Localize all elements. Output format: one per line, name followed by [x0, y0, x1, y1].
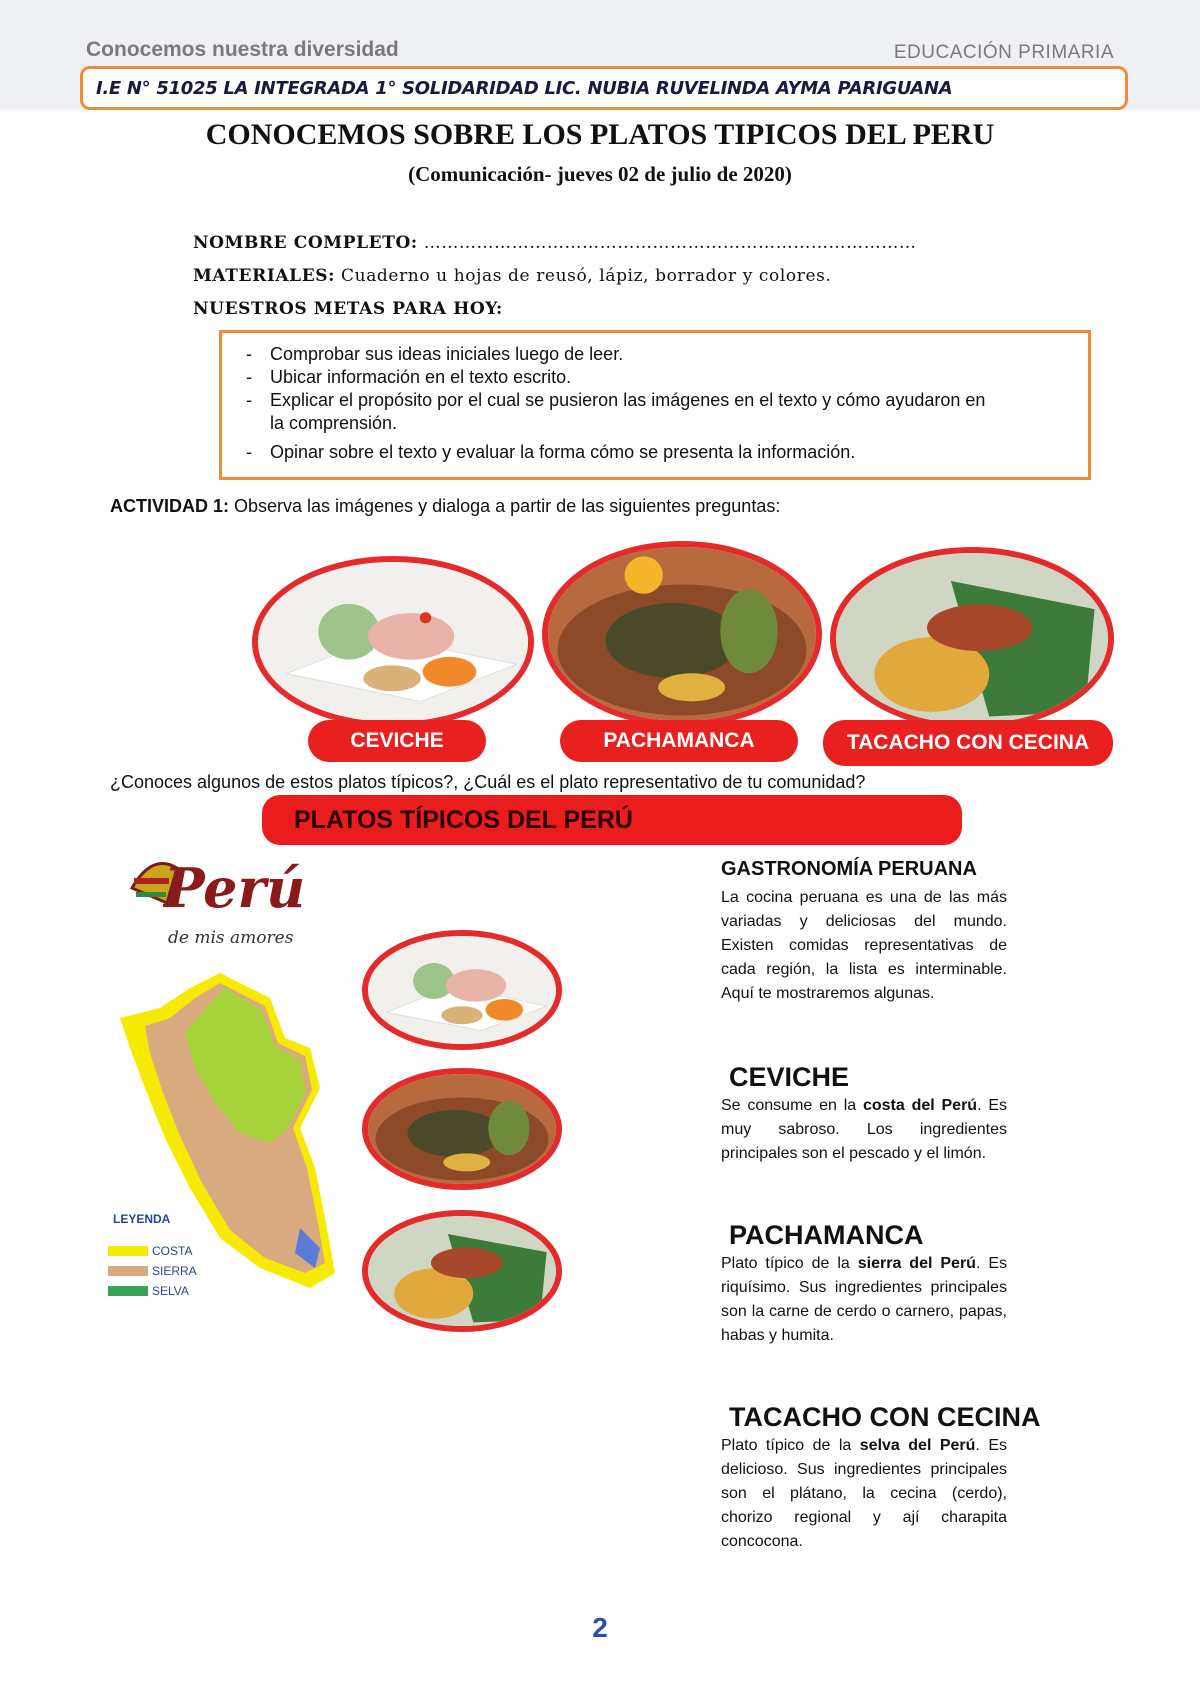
section-banner: PLATOS TÍPICOS DEL PERÚ	[262, 795, 962, 845]
legend-swatch	[108, 1286, 148, 1296]
header-left-title: Conocemos nuestra diversidad	[86, 38, 399, 61]
legend-swatch	[108, 1246, 148, 1256]
legend-swatch	[108, 1266, 148, 1276]
logo-subtext: de mis amores	[168, 928, 294, 948]
goal-item: - Comprobar sus ideas iniciales luego de leer.	[244, 343, 1088, 366]
gastronomy-title: GASTRONOMÍA PERUANA	[721, 858, 977, 880]
peru-logo	[112, 848, 306, 958]
activity-instruction: ACTIVIDAD 1: Observa las imágenes y dialoga a partir de las siguientes preguntas:	[110, 496, 781, 516]
page-subtitle: (Comunicación- jueves 02 de julio de 2020)	[408, 162, 792, 186]
legend-sierra: SIERRA	[108, 1264, 197, 1278]
header-right-label: EDUCACIÓN PRIMARIA	[893, 42, 1114, 63]
question-text: ¿Conoces algunos de estos platos típicos?, ¿Cuál es el plato representativo de tu comunidad?	[110, 772, 866, 792]
pachamanca-photo	[542, 541, 822, 727]
legend-costa: COSTA	[108, 1244, 192, 1258]
goal-item: - Opinar sobre el texto y evaluar la forma cómo se presenta la información.	[244, 441, 1088, 464]
materials-text: Cuaderno u hojas de reusó, lápiz, borrador y colores.	[335, 266, 832, 286]
materials-row	[193, 266, 831, 286]
materials-label: MATERIALES:	[193, 266, 336, 286]
name-dots: …………………………………………………………………………	[417, 233, 917, 253]
goal-item: - Ubicar información en el texto escrito.	[244, 366, 1088, 389]
ceviche-title: CEVICHE	[729, 1062, 850, 1092]
name-field-row	[193, 233, 917, 253]
logo-text: Perú	[164, 856, 306, 920]
page-number: 2	[592, 1612, 608, 1643]
ceviche-photo	[252, 556, 534, 728]
legend-title: LEYENDA	[113, 1212, 171, 1226]
goals-box	[219, 330, 1091, 480]
tacacho-title: TACACHO CON CECINA	[729, 1402, 1041, 1432]
tacacho-small-photo	[362, 1210, 562, 1332]
gastronomy-text: La cocina peruana es una de las más variadas y deliciosas del mundo. Existen comidas representativas de cada región, la lista es interminable. Aquí te mostraremos algunas.	[721, 889, 1007, 1002]
tacacho-text: Plato típico de la selva del Perú. Es delicioso. Sus ingredientes principales son el plátano, la cecina (cerdo), chorizo regional y ají charapita concocona.	[721, 1437, 1007, 1550]
page-title: CONOCEMOS SOBRE LOS PLATOS TIPICOS DEL PERU	[205, 118, 995, 151]
tacacho-label: TACACHO CON CECINA	[823, 720, 1113, 766]
tacacho-photo	[830, 547, 1114, 730]
pachamanca-title: PACHAMANCA	[729, 1220, 924, 1250]
pachamanca-text: Plato típico de la sierra del Perú. Es riquísimo. Sus ingredientes principales son la carne de cerdo o carnero, papas, habas y humita.	[721, 1255, 1008, 1344]
activity-label: ACTIVIDAD 1:	[110, 496, 230, 516]
ceviche-small-photo	[362, 930, 562, 1050]
pachamanca-small-photo	[362, 1068, 562, 1190]
legend-selva: SELVA	[108, 1284, 189, 1298]
ceviche-text: Se consume en la costa del Perú. Es muy sabroso. Los ingredientes principales son el pescado y el limón.	[721, 1097, 1008, 1162]
name-label: NOMBRE COMPLETO:	[193, 233, 418, 253]
goals-heading: NUESTROS METAS PARA HOY:	[193, 299, 503, 319]
ceviche-label: CEVICHE	[308, 720, 486, 762]
school-line: I.E N° 51025 LA INTEGRADA 1° SOLIDARIDAD LIC. NUBIA RUVELINDA AYMA PARIGUANA	[96, 78, 953, 99]
goals-list	[222, 333, 1088, 464]
goal-item: - Explicar el propósito por el cual se pusieron las imágenes en el texto y cómo ayudaron en la comprensión.	[244, 389, 990, 435]
pachamanca-label: PACHAMANCA	[560, 720, 798, 762]
